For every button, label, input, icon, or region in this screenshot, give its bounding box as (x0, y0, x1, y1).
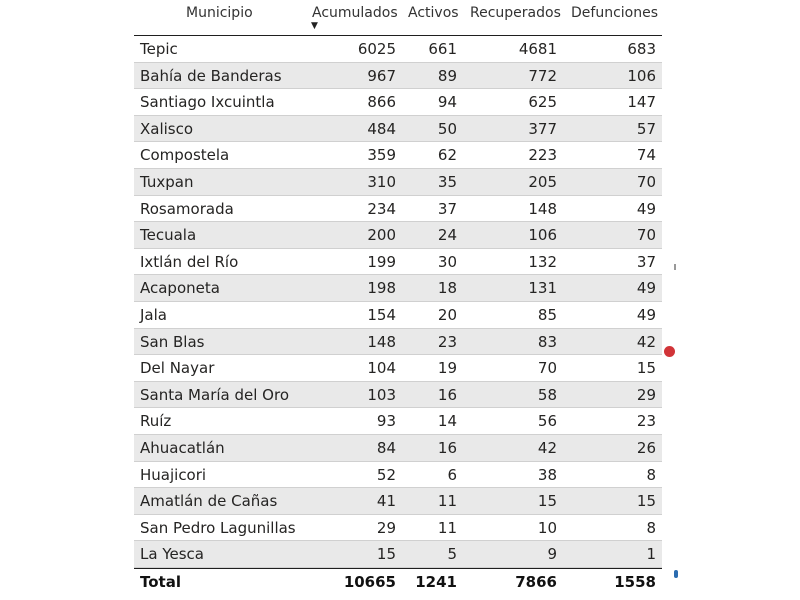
cell-activos: 37 (437, 199, 457, 218)
total-label: Total (140, 572, 181, 591)
table-body (134, 36, 662, 568)
cell-recuperados: 4681 (518, 40, 557, 58)
table-row[interactable] (134, 169, 662, 196)
cell-acumulados: 104 (367, 359, 396, 378)
cell-defunciones: 49 (636, 305, 656, 324)
column-header-recuperados[interactable]: Recuperados (470, 5, 561, 21)
cell-activos: 6 (447, 465, 457, 484)
column-header-acumulados[interactable]: Acumulados (312, 5, 398, 21)
cell-activos: 62 (437, 146, 457, 165)
cell-recuperados: 85 (537, 305, 557, 324)
cell-defunciones: 8 (646, 465, 656, 484)
cell-municipio: Ahuacatlán (140, 438, 225, 457)
cell-recuperados: 38 (537, 465, 557, 484)
cell-acumulados: 15 (376, 545, 396, 564)
cell-municipio: Tepic (140, 40, 178, 58)
cell-acumulados: 52 (376, 465, 396, 484)
cell-recuperados: 205 (528, 172, 557, 191)
cell-municipio: Ixtlán del Río (140, 252, 239, 271)
cell-defunciones: 683 (627, 40, 656, 58)
cell-activos: 20 (437, 305, 457, 324)
cell-acumulados: 41 (376, 492, 396, 511)
cell-recuperados: 70 (537, 359, 557, 378)
total-row (134, 568, 662, 596)
cell-recuperados: 625 (528, 93, 557, 112)
cell-recuperados: 223 (528, 146, 557, 165)
sort-descending-icon: ▼ (311, 21, 318, 31)
cell-municipio: Santiago Ixcuintla (140, 93, 275, 112)
table-row[interactable] (134, 222, 662, 249)
cell-activos: 661 (428, 40, 457, 58)
table-row[interactable] (134, 142, 662, 169)
cell-activos: 11 (437, 518, 457, 537)
table-header (134, 0, 662, 36)
cell-recuperados: 56 (537, 412, 557, 431)
table-row[interactable] (134, 89, 662, 116)
cell-municipio: Amatlán de Cañas (140, 492, 278, 511)
cell-municipio: Tecuala (140, 226, 197, 245)
table-row[interactable] (134, 462, 662, 489)
cell-municipio: Xalisco (140, 119, 194, 138)
cell-defunciones: 57 (636, 119, 656, 138)
cell-activos: 89 (437, 66, 457, 85)
cell-municipio: La Yesca (140, 545, 204, 564)
table-row[interactable] (134, 116, 662, 143)
cell-municipio: Huajicori (140, 465, 207, 484)
cell-recuperados: 132 (528, 252, 557, 271)
table-row[interactable] (134, 329, 662, 356)
cell-activos: 94 (437, 93, 457, 112)
cell-defunciones: 49 (636, 279, 656, 298)
cell-defunciones: 70 (636, 172, 656, 191)
cell-acumulados: 234 (367, 199, 396, 218)
cell-acumulados: 967 (367, 66, 396, 85)
cell-activos: 16 (437, 385, 457, 404)
total-defunciones: 1558 (614, 572, 656, 591)
cell-acumulados: 866 (367, 93, 396, 112)
table-row[interactable] (134, 515, 662, 542)
cell-defunciones: 147 (627, 93, 656, 112)
data-table (134, 0, 662, 596)
column-header-municipio[interactable]: Municipio (186, 5, 253, 21)
cell-acumulados: 29 (376, 518, 396, 537)
cell-acumulados: 84 (376, 438, 396, 457)
cell-defunciones: 74 (636, 146, 656, 165)
cell-defunciones: 29 (636, 385, 656, 404)
cell-activos: 35 (437, 172, 457, 191)
cell-defunciones: 42 (636, 332, 656, 351)
cell-municipio: Bahía de Banderas (140, 66, 282, 85)
cell-recuperados: 131 (528, 279, 557, 298)
cell-recuperados: 10 (537, 518, 557, 537)
cell-activos: 5 (447, 545, 457, 564)
cell-municipio: San Blas (140, 332, 205, 351)
cell-municipio: Del Nayar (140, 359, 215, 378)
scroll-marker (674, 264, 676, 270)
cell-acumulados: 148 (367, 332, 396, 351)
table-row[interactable] (134, 408, 662, 435)
cell-activos: 24 (437, 226, 457, 245)
cell-defunciones: 26 (636, 438, 656, 457)
cell-acumulados: 198 (367, 279, 396, 298)
cell-defunciones: 15 (636, 492, 656, 511)
cell-defunciones: 8 (646, 518, 656, 537)
table-row[interactable] (134, 541, 662, 568)
cell-activos: 14 (437, 412, 457, 431)
cell-municipio: Tuxpan (140, 172, 194, 191)
cell-municipio: Ruíz (140, 412, 172, 431)
cell-defunciones: 15 (636, 359, 656, 378)
cell-municipio: Compostela (140, 146, 230, 165)
cell-municipio: Rosamorada (140, 199, 234, 218)
table-row[interactable] (134, 249, 662, 276)
total-acumulados: 10665 (343, 572, 396, 591)
cell-defunciones: 49 (636, 199, 656, 218)
table-row[interactable] (134, 302, 662, 329)
total-activos: 1241 (415, 572, 457, 591)
cell-municipio: San Pedro Lagunillas (140, 518, 296, 537)
cell-acumulados: 103 (367, 385, 396, 404)
cell-recuperados: 148 (528, 199, 557, 218)
table-row[interactable] (134, 36, 662, 63)
table-row[interactable] (134, 63, 662, 90)
cell-recuperados: 58 (537, 385, 557, 404)
cell-acumulados: 6025 (357, 40, 396, 58)
cell-acumulados: 199 (367, 252, 396, 271)
cell-recuperados: 772 (528, 66, 557, 85)
table-row[interactable] (134, 488, 662, 515)
cell-recuperados: 377 (528, 119, 557, 138)
column-header-activos[interactable]: Activos (408, 5, 459, 21)
cell-acumulados: 200 (367, 226, 396, 245)
cell-acumulados: 154 (367, 305, 396, 324)
cell-recuperados: 15 (537, 492, 557, 511)
table-row[interactable] (134, 382, 662, 409)
cell-acumulados: 484 (367, 119, 396, 138)
cell-acumulados: 93 (376, 412, 396, 431)
cell-municipio: Jala (140, 305, 167, 324)
cell-recuperados: 83 (537, 332, 557, 351)
cell-activos: 16 (437, 438, 457, 457)
cell-recuperados: 106 (528, 226, 557, 245)
cell-acumulados: 310 (367, 172, 396, 191)
table-row[interactable] (134, 435, 662, 462)
cell-defunciones: 37 (636, 252, 656, 271)
table-row[interactable] (134, 275, 662, 302)
status-dot (664, 346, 675, 357)
cell-municipio: Santa María del Oro (140, 385, 289, 404)
cell-defunciones: 70 (636, 226, 656, 245)
cell-defunciones: 23 (636, 412, 656, 431)
cell-defunciones: 1 (646, 545, 656, 564)
cell-activos: 18 (437, 279, 457, 298)
table-row[interactable] (134, 355, 662, 382)
cell-activos: 30 (437, 252, 457, 271)
cell-recuperados: 9 (547, 545, 557, 564)
cell-activos: 50 (437, 119, 457, 138)
cell-municipio: Acaponeta (140, 279, 220, 298)
cell-activos: 23 (437, 332, 457, 351)
cell-defunciones: 106 (627, 66, 656, 85)
total-recuperados: 7866 (515, 572, 557, 591)
cell-activos: 11 (437, 492, 457, 511)
cell-recuperados: 42 (537, 438, 557, 457)
column-header-defunciones[interactable]: Defunciones (571, 5, 659, 21)
cell-acumulados: 359 (367, 146, 396, 165)
cell-activos: 19 (437, 359, 457, 378)
table-row[interactable] (134, 196, 662, 223)
scroll-handle[interactable] (674, 570, 678, 578)
